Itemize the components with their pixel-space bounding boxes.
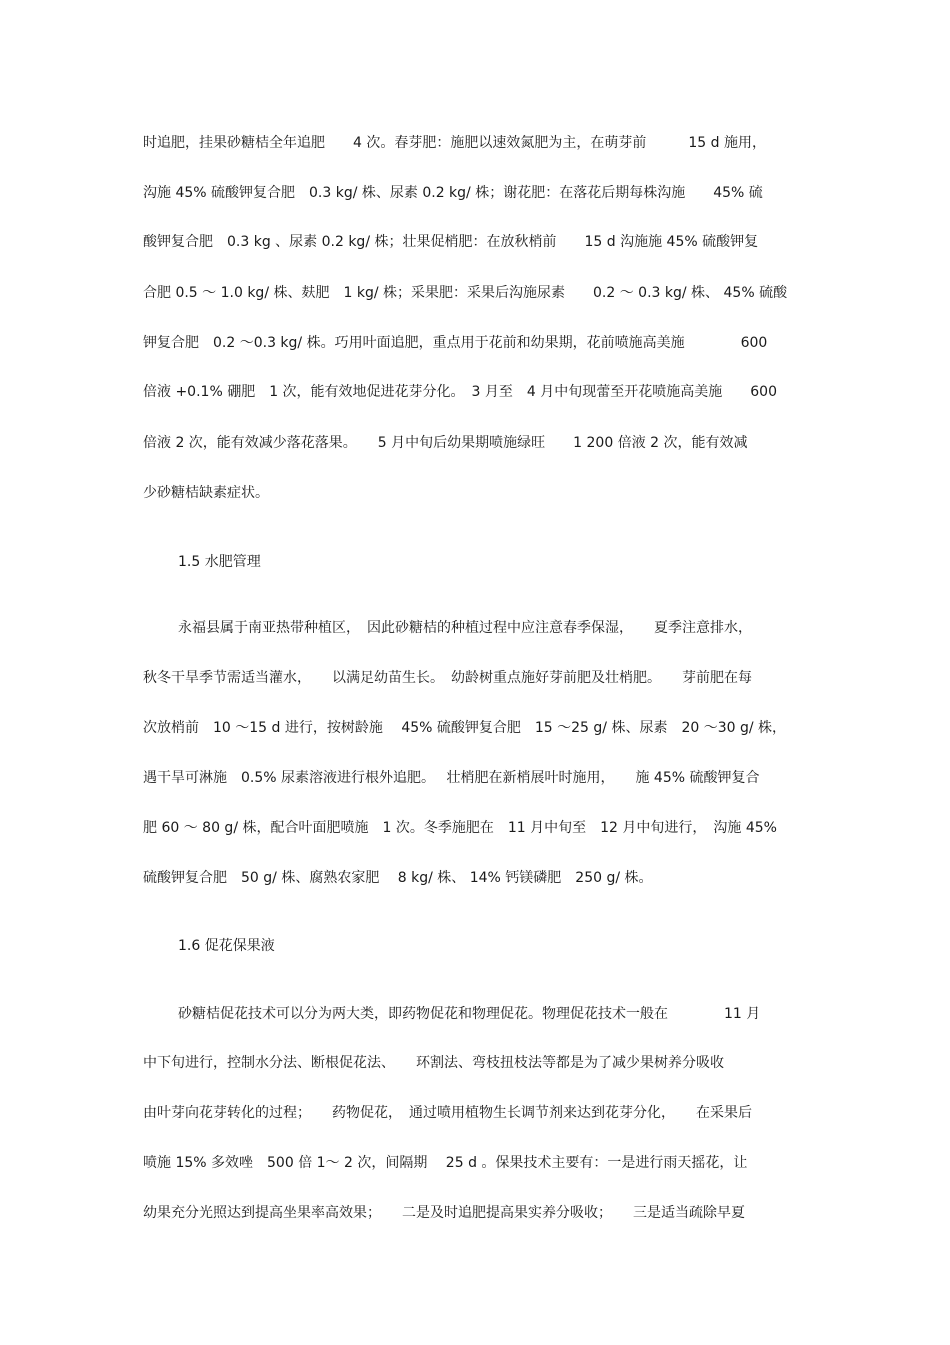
paragraph-fertilizer-line: 酸钾复合肥 0.3 kg 、尿素 0.2 kg/ 株；壮果促梢肥：在放秋梢前 15 d 沟施施 45% 硫酸钾复 xyxy=(143,234,759,250)
paragraph-flower-line: 中下旬进行，控制水分法、断根促花法、 环割法、弯枝扭枝法等都是为了减少果树养分吸收 xyxy=(143,1055,724,1071)
paragraph-fertilizer-line: 合肥 0.5 ～ 1.0 kg/ 株、麸肥 1 kg/ 株；采果肥：采果后沟施尿素 0.2 ～ 0.3 kg/ 株、 45% 硫酸 xyxy=(143,285,788,301)
paragraph-fertilizer-line: 钾复合肥 0.2 ～0.3 kg/ 株。巧用叶面追肥，重点用于花前和幼果期，花前喷施高美施 600 xyxy=(143,335,768,351)
paragraph-flower-line: 由叶芽向花芽转化的过程； 药物促花， 通过喷用植物生长调节剂来达到花芽分化， 在采果后 xyxy=(143,1105,752,1121)
paragraph-fertilizer-line: 少砂糖桔缺素症状。 xyxy=(143,485,269,501)
paragraph-fertilizer-line: 倍液 +0.1% 硼肥 1 次，能有效地促进花芽分化。 3 月至 4 月中旬现蕾至开花喷施高美施 600 xyxy=(143,384,777,400)
paragraph-water-line: 肥 60 ～ 80 g/ 株，配合叶面肥喷施 1 次。冬季施肥在 11 月中旬至 12 月中旬进行， 沟施 45% xyxy=(143,820,777,836)
paragraph-water-line: 秋冬干旱季节需适当灌水， 以满足幼苗生长。 幼龄树重点施好芽前肥及壮梢肥。 芽前肥在每 xyxy=(143,670,752,686)
paragraph-fertilizer-line: 沟施 45% 硫酸钾复合肥 0.3 kg/ 株、尿素 0.2 kg/ 株；谢花肥：在落花后期每株沟施 45% 硫 xyxy=(143,185,763,201)
paragraph-fertilizer-line: 时追肥，挂果砂糖桔全年追肥 4 次。春芽肥：施肥以速效氮肥为主，在萌芽前 15 d 施用， xyxy=(143,135,766,151)
paragraph-water-line: 硫酸钾复合肥 50 g/ 株、腐熟农家肥 8 kg/ 株、 14% 钙镁磷肥 250 g/ 株。 xyxy=(143,870,653,886)
paragraph-flower-line: 砂糖桔促花技术可以分为两大类，即药物促花和物理促花。物理促花技术一般在 11 月 xyxy=(178,1006,761,1022)
paragraph-water-line: 永福县属于南亚热带种植区， 因此砂糖桔的种植过程中应注意春季保湿， 夏季注意排水， xyxy=(178,620,752,636)
paragraph-water-line: 次放梢前 10 ～15 d 进行，按树龄施 45% 硫酸钾复合肥 15 ～25 g/ 株、尿素 20 ～30 g/ 株， xyxy=(143,720,787,736)
section-heading-1-5: 1.5 水肥管理 xyxy=(178,554,261,570)
paragraph-water-line: 遇干旱可淋施 0.5% 尿素溶液进行根外追肥。 壮梢肥在新梢展叶时施用， 施 45% 硫酸钾复合 xyxy=(143,770,760,786)
paragraph-fertilizer-line: 倍液 2 次，能有效减少落花落果。 5 月中旬后幼果期喷施绿旺 1 200 倍液 2 次，能有效减 xyxy=(143,435,748,451)
section-heading-1-6: 1.6 促花保果液 xyxy=(178,938,275,954)
paragraph-flower-line: 幼果充分光照达到提高坐果率高效果； 二是及时追肥提高果实养分吸收； 三是适当疏除早夏 xyxy=(143,1205,745,1221)
paragraph-flower-line: 喷施 15% 多效唑 500 倍 1～ 2 次，间隔期 25 d 。保果技术主要有：一是进行雨天摇花，让 xyxy=(143,1155,748,1171)
